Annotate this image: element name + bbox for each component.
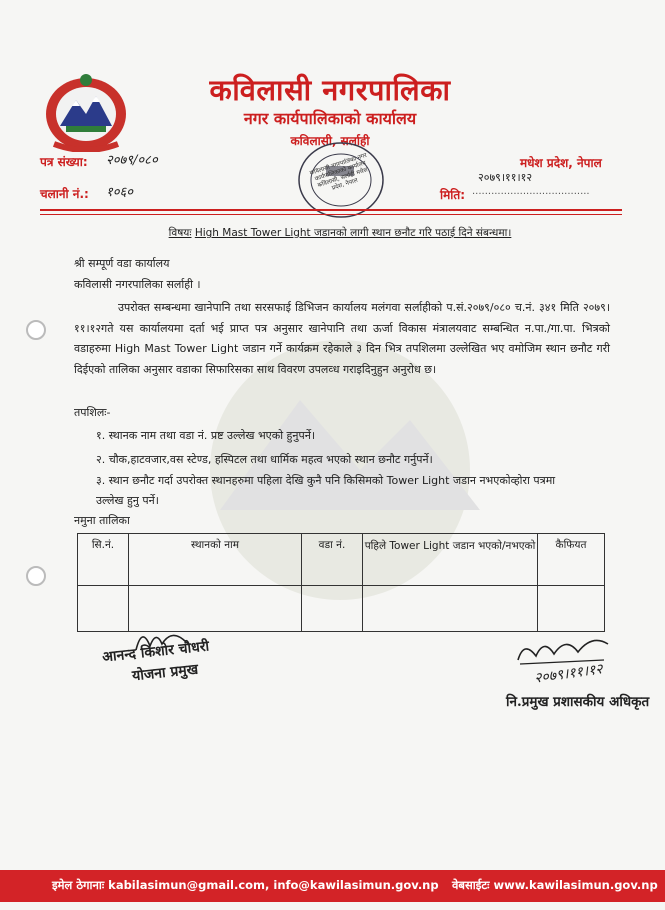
punch-hole-top <box>26 320 46 340</box>
date-label: मिति: <box>440 188 466 202</box>
subject-text: High Mast Tower Light जडानको लागी स्थान छनौट गरि पठाई दिने संबन्धमा। <box>194 227 512 239</box>
header-place-name: स्थानको नाम <box>129 534 302 586</box>
nepal-emblem-icon <box>40 70 132 152</box>
footer-bar <box>0 870 665 902</box>
list-item-2: २. चौक,हाटवजार,वस स्टेण्ड, हस्पिटल तथा धार्मिक महत्व भएको स्थान छनौट गर्नुपर्ने। <box>96 453 433 466</box>
header-ward-no: वडा नं. <box>302 534 363 586</box>
table-cell <box>538 586 605 632</box>
right-signatory-title: नि.प्रमुख प्रशासकीय अधिकृत <box>506 694 650 710</box>
header-rule-thick <box>40 209 622 211</box>
letter-no-label: पत्र संख्या: <box>40 155 88 169</box>
footer-email <box>52 878 439 893</box>
table-header-row <box>78 534 605 586</box>
date-value: २०७९।११।१२ <box>478 171 533 184</box>
header-tower-light: पहिले Tower Light जडान भएको/नभएको <box>363 534 538 586</box>
footer-website <box>452 878 658 893</box>
letter-no-value: २०७९/०८० <box>106 153 158 168</box>
email-value: kabilasimun@gmail.com, info@kawilasimun.gov.np <box>108 878 439 892</box>
punch-hole-bottom <box>26 566 46 586</box>
body-paragraph: उपरोक्त सम्बन्धमा खानेपानि तथा सरसफाई डिभिजन कार्यालय मलंगवा सर्लाहीको प.सं.२०७९/०८० च.नं. ३४१ मिति २०७९।११।१२गते यस कार्यालयमा दर्ता भई प्राप्त पत्र अनुसार खानेपानि तथा ऊर्जा विकास मंत्रालयवाट सम्बन्धित न.पा./गा.पा. भित्रको वडाहरुमा High Mast Tower Light जडान गर्ने कार्यक्रम रहेकाले ३ दिन भित्र तपशिलमा उल्लेखित भए वमोजिम स्थान छनौट गरी दिईएको तालिका अनुसार वडाका सिफारिसका साथ विवरण उपलव्ध गराइदिनुहुन अनुरोध छ। <box>74 301 610 376</box>
web-label: वेबसाईटः <box>452 878 490 892</box>
right-signature-date: २०७९।११।१२ <box>533 661 604 687</box>
recipient-line2: कविलासी नगरपालिका सर्लाही । <box>74 278 201 291</box>
stamp-text: कविलासी नगरपालिका नगर कार्यपालिकाको कार्यालय कविलासी, सर्लाही मधेश प्रदेश, नेपाल <box>308 151 369 192</box>
office-location: कविलासी, सर्लाही <box>290 134 370 148</box>
subject-line <box>60 226 620 240</box>
list-item-1: १. स्थानक नाम तथा वडा नं. प्रष्ट उल्लेख भएको हुनुपर्ने। <box>96 429 316 442</box>
list-item-3: ३. स्थान छनौट गर्दा उपरोक्त स्थानहरुमा पहिला देखि कुनै पनि किसिमको Tower Light जडान नभएकोव्होरा पत्रमा उल्लेख हुनु पर्ने। <box>96 474 556 507</box>
dispatch-no-label: चलानी नं.: <box>40 187 89 201</box>
table-cell <box>302 586 363 632</box>
left-signatory-name: आनन्द किशोर चौधरी <box>101 638 210 666</box>
table-cell <box>363 586 538 632</box>
header-serial: सि.नं. <box>78 534 129 586</box>
municipality-title: कविलासी नगरपालिका <box>209 73 451 107</box>
email-label: इमेल ठेगानाः <box>52 878 105 892</box>
dispatch-no-value: १०६० <box>106 185 134 200</box>
table-cell <box>78 586 129 632</box>
left-signatory-title: योजना प्रमुख <box>131 661 199 685</box>
sample-table-label: नमुना तालिका <box>74 514 130 527</box>
recipient-line1: श्री सम्पूर्ण वडा कार्यालय <box>74 257 170 270</box>
header-rule-thin <box>40 214 622 215</box>
province-label: मधेश प्रदेश, नेपाल <box>520 156 602 170</box>
details-label: तपशिलः- <box>74 406 111 419</box>
date-dots: ..................................... <box>472 186 590 197</box>
header-remarks: कैफियत <box>538 534 605 586</box>
subject-label: विषयः <box>168 227 192 239</box>
sample-table <box>77 533 605 632</box>
web-value: www.kawilasimun.gov.np <box>493 878 658 892</box>
office-name: नगर कार्यपालिकाको कार्यालय <box>243 109 417 128</box>
